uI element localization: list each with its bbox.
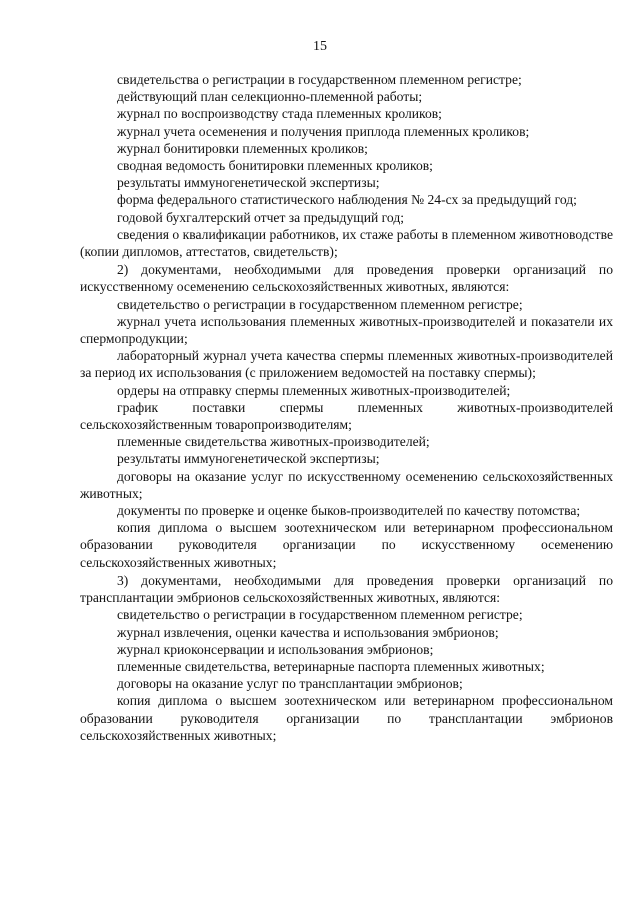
paragraph-10: сведения о квалификации работников, их стаже работы в племенном животноводстве (копии дипломов, аттестатов, свидетельств);: [80, 226, 613, 260]
paragraph-20: документы по проверке и оценке быков-производителей по качеству потомства;: [117, 503, 581, 519]
paragraph-5: журнал бонитировки племенных кроликов;: [117, 140, 368, 156]
paragraph-6: сводная ведомость бонитировки племенных кроликов;: [117, 158, 433, 174]
paragraph-7: результаты иммуногенетической экспертизы;: [117, 175, 380, 191]
paragraph-8: форма федерального статистического наблюдения № 24-сх за предыдущий год;: [117, 192, 577, 208]
paragraph-1: свидетельства о регистрации в государственном племенном регистре;: [117, 72, 522, 87]
paragraph-16: график поставки спермы племенных животных-производителей сельскохозяйственным товаропроизводителям;: [80, 399, 613, 433]
document-body: [80, 71, 613, 744]
paragraph-15: ордеры на отправку спермы племенных животных-производителей;: [117, 382, 511, 398]
paragraph-4: журнал учета осеменения и получения приплода племенных кроликов;: [117, 123, 530, 139]
paragraph-3: журнал по воспроизводству стада племенных кроликов;: [117, 106, 442, 122]
page-number: 15: [313, 39, 327, 54]
paragraph-18: результаты иммуногенетической экспертизы;: [117, 451, 380, 467]
paragraph-27: договоры на оказание услуг по трансплантации эмбрионов;: [117, 676, 463, 692]
paragraph-12: свидетельство о регистрации в государственном племенном регистре;: [117, 296, 523, 312]
paragraph-22: 3) документами, необходимыми для проведения проверки организаций по трансплантации эмбрионов сельскохозяйственных животных, являются:: [80, 572, 613, 606]
paragraph-13: журнал учета использования племенных животных-производителей и показатели их спермопродукции;: [80, 313, 613, 347]
paragraph-19: договоры на оказание услуг по искусственному осеменению сельскохозяйственных животных;: [80, 468, 613, 501]
paragraph-11: 2) документами, необходимыми для проведения проверки организаций по искусственному осеменению сельскохозяйственных животных, являются:: [80, 262, 613, 295]
paragraph-21: копия диплома о высшем зоотехническом или ветеринарном профессиональном образовании руководителя организации по искусственному осеменению сельскохозяйственных животных;: [80, 520, 613, 570]
paragraph-23: свидетельство о регистрации в государственном племенном регистре;: [117, 607, 523, 623]
paragraph-17: племенные свидетельства животных-производителей;: [117, 434, 430, 450]
paragraph-28: копия диплома о высшем зоотехническом или ветеринарном профессиональном образовании руководителя организации по трансплантации эмбрионов сельскохозяйственных животных;: [80, 693, 613, 743]
paragraph-9: годовой бухгалтерский отчет за предыдущий год;: [117, 209, 405, 225]
paragraph-2: действующий план селекционно-племенной работы;: [117, 89, 423, 105]
paragraph-14: лабораторный журнал учета качества спермы племенных животных-производителей за период их использования (с приложением ведомостей на поставку спермы);: [80, 348, 613, 381]
paragraph-25: журнал криоконсервации и использования эмбрионов;: [117, 641, 434, 657]
paragraph-24: журнал извлечения, оценки качества и использования эмбрионов;: [117, 624, 499, 640]
paragraph-26: племенные свидетельства, ветеринарные паспорта племенных животных;: [117, 658, 545, 674]
